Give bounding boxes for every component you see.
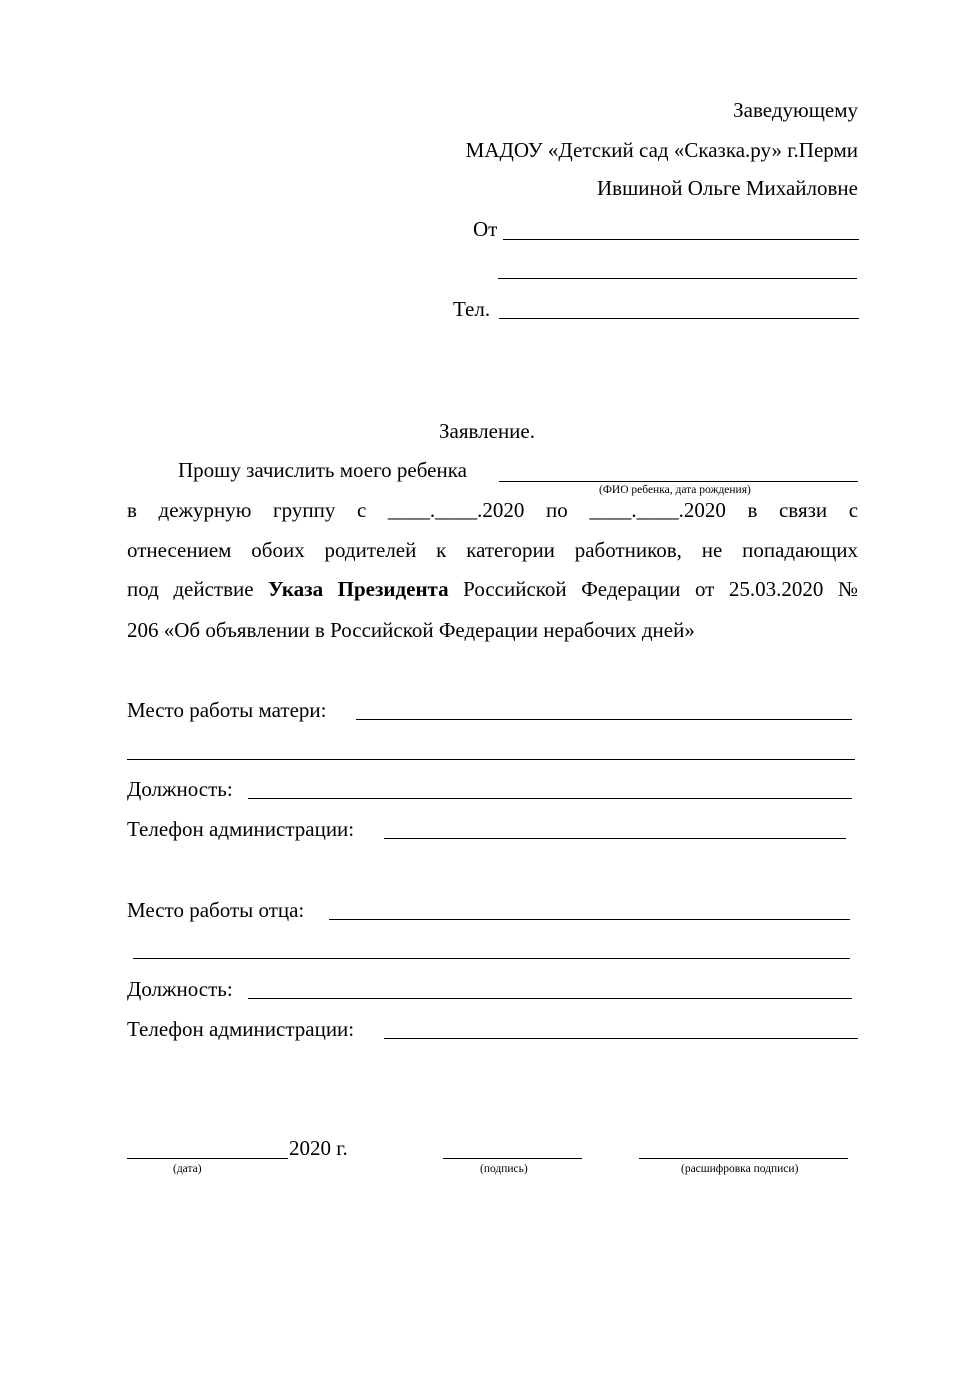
child-name-field-line[interactable] (499, 481, 858, 482)
mother-position-label: Должность: (127, 777, 233, 801)
signature-decode-field-line[interactable] (639, 1158, 848, 1159)
father-workplace-label: Место работы отца: (127, 898, 305, 922)
father-workplace-field-line[interactable] (329, 919, 850, 920)
decree-reference: Указа Президента (268, 577, 449, 601)
mother-workplace-field-line-2[interactable] (127, 759, 855, 760)
request-line-5: 206 «Об объявлении в Российской Федерации нерабочих дней» (127, 618, 695, 642)
request-prefix: Прошу зачислить моего ребенка (178, 458, 467, 482)
father-position-label: Должность: (127, 977, 233, 1001)
father-phone-label: Телефон администрации: (127, 1017, 355, 1041)
request-line-3: отнесением обоих родителей к категории работников, не попадающих (127, 538, 858, 562)
father-workplace-field-line-2[interactable] (133, 958, 850, 959)
end-date-field[interactable]: ____.____.2020 (589, 498, 726, 522)
from-field-line[interactable] (503, 239, 859, 240)
tel-field-line[interactable] (499, 318, 859, 319)
mother-phone-field-line[interactable] (384, 838, 846, 839)
addressee-organization: МАДОУ «Детский сад «Сказка.ру» г.Перми (465, 138, 858, 162)
request-line-4: под действие Указа Президента Российской Федерации от 25.03.2020 № (127, 577, 858, 601)
mother-phone-label: Телефон администрации: (127, 817, 355, 841)
date-hint: (дата) (173, 1163, 202, 1175)
addressee-name: Ившиной Ольге Михайловне (597, 176, 858, 200)
father-phone-field-line[interactable] (384, 1038, 858, 1039)
date-field-line[interactable] (127, 1158, 288, 1159)
from-field-line-2[interactable] (498, 278, 857, 279)
mother-position-field-line[interactable] (248, 798, 852, 799)
year-text: 2020 г. (289, 1136, 348, 1160)
request-line-dates: в дежурную группу с ____.____.2020 по ____.____.2020 в связи с (127, 498, 859, 522)
child-name-hint: (ФИО ребенка, дата рождения) (599, 484, 751, 496)
tel-label: Тел. (453, 297, 491, 321)
signature-hint: (подпись) (480, 1163, 528, 1175)
addressee-position: Заведующему (733, 98, 858, 122)
father-position-field-line[interactable] (248, 998, 852, 999)
document-title: Заявление. (439, 419, 535, 443)
start-date-field[interactable]: ____.____.2020 (387, 498, 525, 522)
mother-workplace-label: Место работы матери: (127, 698, 327, 722)
signature-field-line[interactable] (443, 1158, 582, 1159)
mother-workplace-field-line[interactable] (356, 719, 852, 720)
from-label: От (473, 217, 498, 241)
signature-decode-hint: (расшифровка подписи) (681, 1163, 799, 1175)
